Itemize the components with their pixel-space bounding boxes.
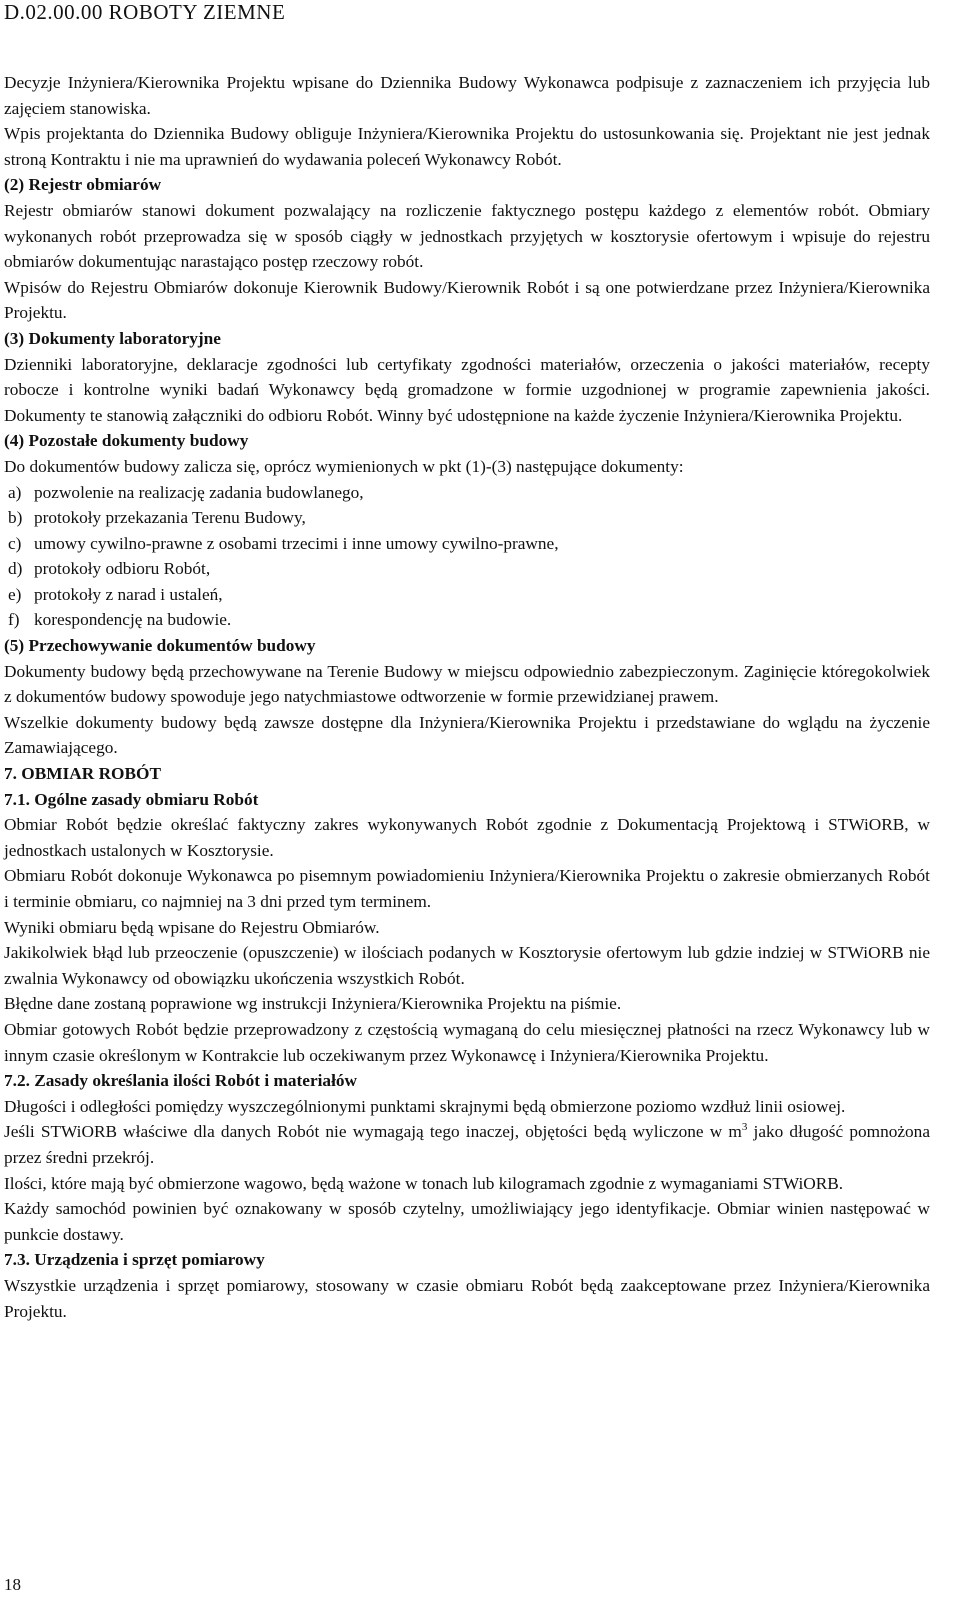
paragraph-text: 7.1. Ogólne zasady obmiaru Robót (4, 789, 259, 809)
paragraph-text: Dokumenty budowy będą przechowywane na Terenie Budowy w miejscu odpowiednio zabezpieczonym. Zaginięcie któregokolwiek z dokumentów budowy spowoduje jego natychmiastowe odtworzenie w formie przewidzianej prawem. (4, 661, 930, 707)
body-paragraph (4, 1196, 930, 1247)
paragraph-text: Obmiar gotowych Robót będzie przeprowadzony z częstością wymaganą do celu miesięcznej płatności na rzecz Wykonawcy lub w innym czasie określonym w Kontrakcie lub oczekiwanym przez Wykonawcę i Inżyniera/Kierownika Projektu. (4, 1019, 930, 1065)
list-item-marker: c) (8, 533, 22, 553)
body-paragraph (4, 70, 930, 121)
section-heading (4, 761, 930, 787)
body-paragraph (4, 863, 930, 914)
section-heading (4, 1247, 930, 1273)
paragraph-text: 7.3. Urządzenia i sprzęt pomiarowy (4, 1250, 265, 1270)
list-item-text: pozwolenie na realizację zadania budowlanego, (34, 482, 364, 502)
paragraph-text: 7. OBMIAR ROBÓT (4, 764, 161, 784)
list-item-marker: a) (8, 482, 22, 502)
paragraph-text: Jakikolwiek błąd lub przeoczenie (opuszczenie) w ilościach podanych w Kosztorysie ofertowym lub gdzie indziej w STWiORB nie zwalnia Wykonawcy od obowiązku ukończenia wszystkich Robót. (4, 943, 930, 988)
paragraph-text: (3) Dokumenty laboratoryjne (4, 328, 221, 348)
paragraph-text-tail: jako długość pomnożona przez średni przekrój. (4, 1122, 930, 1167)
paragraph-text: (5) Przechowywanie dokumentów budowy (4, 636, 316, 656)
paragraph-text: (2) Rejestr obmiarów (4, 175, 162, 195)
paragraph-text: Ilości, które mają być obmierzone wagowo, będą ważone w tonach lub kilogramach zgodnie z wymaganiami STWiORB. (4, 1173, 844, 1193)
body-paragraph (4, 1094, 930, 1120)
body-paragraph (4, 915, 930, 941)
body-paragraph (4, 812, 930, 863)
paragraph-text: Długości i odległości pomiędzy wyszczególnionymi punktami skrajnymi będą obmierzone poziomo wzdłuż linii osiowej. (4, 1096, 846, 1116)
body-paragraph (4, 1017, 930, 1068)
paragraph-text: Dzienniki laboratoryjne, deklaracje zgodności lub certyfikaty zgodności materiałów, orzeczenia o jakości materiałów, recepty robocze i kontrolne wyniki badań Wykonawcy będą gromadzone w formie uzgodnionej w programie zapewnienia jakości. Dokumenty te stanowią załączniki do odbioru Robót. Winny być udostępnione na każde życzenie Inżyniera/Kierownika Projektu. (4, 354, 930, 425)
list-item (4, 505, 930, 531)
paragraph-text: Wyniki obmiaru będą wpisane do Rejestru Obmiarów. (4, 917, 380, 937)
paragraph-text: Jeśli STWiORB właściwe dla danych Robót nie wymagają tego inaczej, objętości będą wyliczone w m (4, 1122, 742, 1142)
body-paragraph (4, 1171, 930, 1197)
list-item-marker: e) (8, 584, 22, 604)
list-item-marker: b) (8, 508, 23, 528)
paragraph-text: Każdy samochód powinien być oznakowany w sposób czytelny, umożliwiający jego identyfikacje. Obmiar winien następować w punkcie dostawy. (4, 1199, 930, 1244)
paragraph-text: Błędne dane zostaną poprawione wg instrukcji Inżyniera/Kierownika Projektu na piśmie. (4, 994, 622, 1014)
paragraph-text: (4) Pozostałe dokumenty budowy (4, 431, 249, 451)
section-heading (4, 326, 930, 352)
section-heading (4, 172, 930, 198)
body-paragraph (4, 710, 930, 761)
paragraph-text: Wszelkie dokumenty budowy będą zawsze dostępne dla Inżyniera/Kierownika Projektu i przedstawiane do wglądu na życzenie Zamawiającego. (4, 712, 930, 758)
body-paragraph (4, 454, 930, 480)
list-item (4, 582, 930, 608)
superscript: 3 (741, 1121, 748, 1134)
paragraph-text: Wpisów do Rejestru Obmiarów dokonuje Kierownik Budowy/Kierownik Robót i są one potwierdzane przez Inżyniera/Kierownika Projektu. (4, 277, 930, 323)
list-item (4, 607, 930, 633)
list-item-marker: f) (8, 610, 20, 630)
body-paragraph (4, 1119, 930, 1170)
paragraph-text: Wszystkie urządzenia i sprzęt pomiarowy, stosowany w czasie obmiaru Robót będą zaakceptowane przez Inżyniera/Kierownika Projektu. (4, 1275, 930, 1321)
page-header-title: D.02.00.00 ROBOTY ZIEMNE (4, 0, 286, 24)
paragraph-text: Wpis projektanta do Dziennika Budowy obliguje Inżyniera/Kierownika Projektu do ustosunkowania się. Projektant nie jest jednak stroną Kontraktu i nie ma uprawnień do wydawania poleceń Wykonawcy Robót. (4, 124, 930, 169)
list-item (4, 531, 930, 557)
section-heading (4, 787, 930, 813)
body-paragraph (4, 940, 930, 991)
section-heading (4, 428, 930, 454)
list-item-marker: d) (8, 559, 23, 579)
body-paragraph (4, 659, 930, 710)
page-number: 18 (4, 1575, 21, 1594)
body-paragraph (4, 275, 930, 326)
list-item-text: protokoły przekazania Terenu Budowy, (34, 508, 306, 528)
section-heading (4, 633, 930, 659)
body-paragraph (4, 991, 930, 1017)
body-paragraph (4, 352, 930, 429)
paragraph-text: 7.2. Zasady określania ilości Robót i materiałów (4, 1071, 357, 1091)
list-item-text: korespondencję na budowie. (34, 610, 232, 630)
paragraph-text: Obmiar Robót będzie określać faktyczny zakres wykonywanych Robót zgodnie z Dokumentacją Projektową i STWiORB, w jednostkach ustalonych w Kosztorysie. (4, 815, 930, 860)
paragraph-text: Do dokumentów budowy zalicza się, oprócz wymienionych w pkt (1)-(3) następujące dokumenty: (4, 456, 684, 476)
document-body (4, 70, 930, 1324)
paragraph-text: Rejestr obmiarów stanowi dokument pozwalający na rozliczenie faktycznego postępu każdego z elementów robót. Obmiary wykonanych robót przeprowadza się w sposób ciągły w jednostkach przyjętych w kosztorysie ofertowym i wpisuje do rejestru obmiarów dokumentując narastająco postęp rzeczowy robót. (4, 200, 930, 272)
paragraph-text: Decyzje Inżyniera/Kierownika Projektu wpisane do Dziennika Budowy Wykonawca podpisuje z zaznaczeniem ich przyjęcia lub zajęciem stanowiska. (4, 73, 930, 118)
list-item-text: protokoły odbioru Robót, (34, 559, 211, 579)
body-paragraph (4, 121, 930, 172)
paragraph-text: Obmiaru Robót dokonuje Wykonawca po pisemnym powiadomieniu Inżyniera/Kierownika Projektu o zakresie obmierzanych Robót i terminie obmiaru, co najmniej na 3 dni przed tym terminem. (4, 866, 930, 911)
body-paragraph (4, 1273, 930, 1324)
body-paragraph (4, 198, 930, 275)
list-item (4, 556, 930, 582)
list-item (4, 480, 930, 506)
list-item-text: protokoły z narad i ustaleń, (34, 584, 223, 604)
section-heading (4, 1068, 930, 1094)
list-item-text: umowy cywilno-prawne z osobami trzecimi i inne umowy cywilno-prawne, (34, 533, 559, 553)
